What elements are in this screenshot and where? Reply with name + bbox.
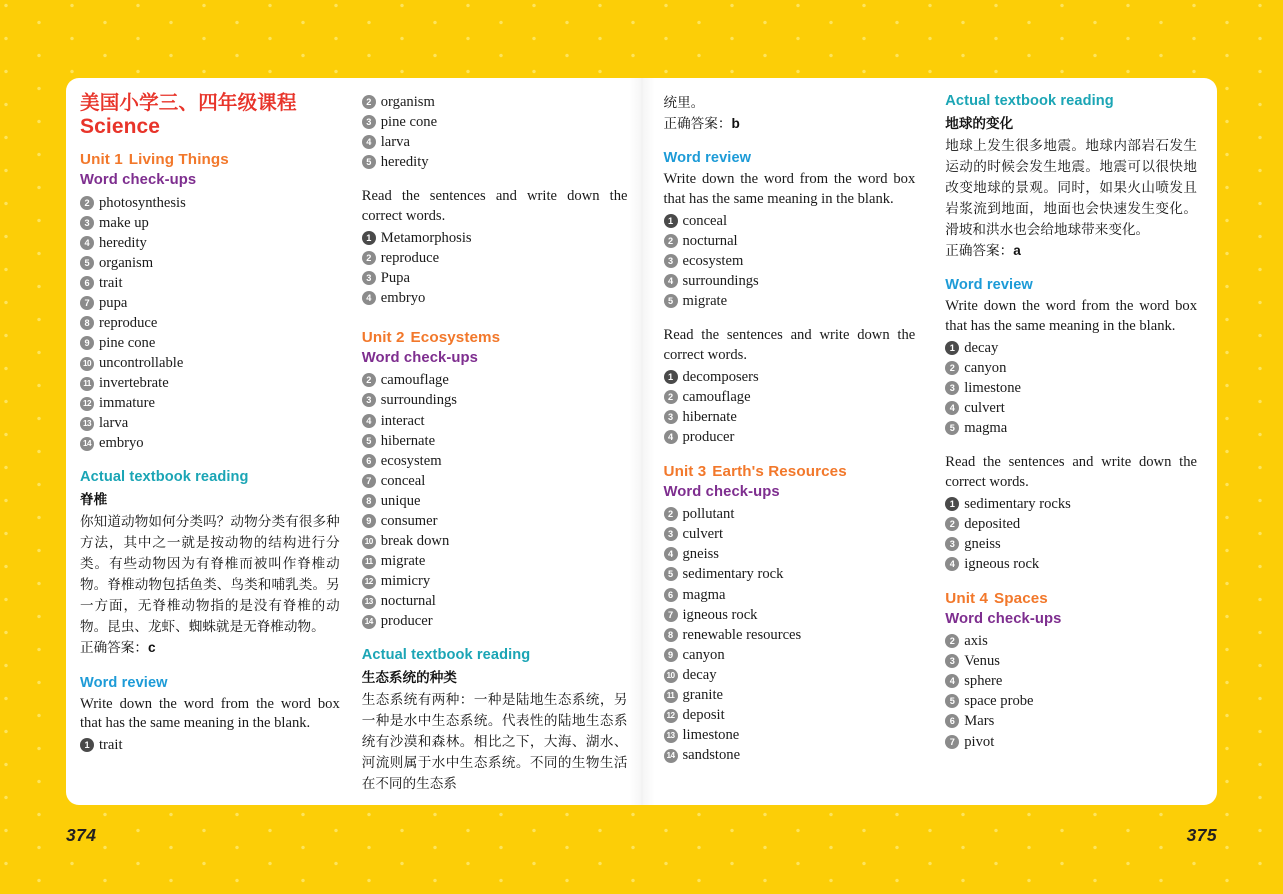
unit-3-heading: [664, 462, 916, 481]
list-item-number: 12: [80, 397, 94, 411]
word-list-item: [362, 288, 628, 308]
word-list-item: [664, 725, 916, 745]
list-item-word: Metamorphosis: [380, 229, 472, 246]
unit-4-checkups-list: [945, 631, 1197, 751]
word-list-item: [664, 427, 916, 447]
list-item-word: hibernate: [682, 408, 737, 425]
word-list-item: [945, 691, 1197, 711]
reading-body-4: 地球上发生很多地震。地球内部岩石发生运动的时候会发生地震。地震可以很快地改变地球的景观。同时，如果火山喷发且岩浆流到地面，地面也会快速发生变化。滑坡和洪水也会给地球带来变化。: [945, 137, 1197, 237]
word-list-item: [664, 504, 916, 524]
list-item-number: 2: [945, 361, 959, 375]
list-item-number: 2: [945, 634, 959, 648]
list-item-word: larva: [380, 134, 410, 151]
reading-title-1: 脊椎: [80, 492, 108, 508]
word-list-item: [945, 631, 1197, 651]
book-title-cn: 美国小学三、四年级课程: [80, 92, 297, 114]
list-item-word: surroundings: [380, 392, 457, 409]
list-item-number: 11: [80, 377, 94, 391]
word-list-item: [362, 248, 628, 268]
list-item-word: immature: [99, 395, 155, 412]
list-item-number: 4: [664, 547, 678, 561]
list-item-word: mimicry: [380, 573, 431, 590]
list-item-word: unique: [380, 492, 421, 509]
list-item-word: gneiss: [682, 546, 719, 563]
list-item-number: 1: [362, 231, 376, 245]
list-item-word: igneous rock: [682, 606, 758, 623]
list-item-number: 14: [664, 749, 678, 763]
list-item-number: 4: [362, 414, 376, 428]
word-list-item: [362, 451, 628, 471]
word-checkups-heading-4: Word check-ups: [945, 610, 1062, 627]
list-item-word: migrate: [380, 552, 426, 569]
list-item-number: 13: [362, 595, 376, 609]
list-item-word: break down: [380, 532, 450, 549]
list-item-word: pine cone: [380, 114, 438, 131]
list-item-number: 12: [664, 709, 678, 723]
word-list-item: [664, 271, 916, 291]
list-item-number: 8: [362, 494, 376, 508]
word-list-item: [80, 413, 340, 433]
word-list-item: [664, 524, 916, 544]
list-item-number: 9: [80, 336, 94, 350]
word-review-list-3: [664, 211, 916, 311]
list-item-word: nocturnal: [682, 232, 738, 249]
list-item-word: organism: [380, 94, 435, 110]
list-item-number: 9: [362, 514, 376, 528]
list-item-word: organism: [99, 254, 154, 271]
list-item-number: 7: [362, 474, 376, 488]
word-list-item: [362, 471, 628, 491]
word-review-instruction-4: Write down the word from the word box that has the same meaning in the blank.: [945, 298, 1197, 334]
column-3: [642, 92, 930, 805]
unit-1-sentences-list: [362, 228, 628, 308]
list-item-word: Mars: [964, 713, 995, 730]
word-list-item: [945, 534, 1197, 554]
list-item-number: 3: [945, 537, 959, 551]
list-item-word: larva: [99, 415, 129, 432]
word-list-item: [362, 551, 628, 571]
word-list-item: [80, 253, 340, 273]
unit-1-checkups-list: [80, 193, 340, 454]
reading-continued-3: 统里。: [663, 95, 705, 110]
list-item-word: pollutant: [682, 506, 735, 523]
list-item-word: sphere: [964, 673, 1003, 690]
word-list-item: [80, 313, 340, 333]
list-item-number: 5: [664, 567, 678, 581]
word-checkups-heading-1: Word check-ups: [80, 172, 197, 189]
page-number-left: 374: [66, 825, 97, 845]
list-item-word: renewable resources: [682, 626, 802, 643]
unit-4-name: Spaces: [994, 589, 1048, 607]
word-list-item: [362, 370, 628, 390]
word-list-item: [664, 231, 916, 251]
word-list-item: [362, 152, 628, 172]
list-item-number: 4: [945, 557, 959, 571]
word-list-item: [362, 531, 628, 551]
word-list-item: [664, 544, 916, 564]
word-list-item: [80, 273, 340, 293]
word-list-item: [664, 665, 916, 685]
word-review-heading-3: Word review: [663, 150, 752, 167]
list-item-word: camouflage: [380, 372, 449, 389]
actual-textbook-reading-heading-4: Actual textbook reading: [945, 93, 1114, 109]
word-review-list-4: [945, 338, 1197, 438]
word-list-item: [945, 338, 1197, 358]
word-list-item: [945, 418, 1197, 438]
list-item-word: conceal: [380, 472, 426, 489]
word-list-item: [664, 407, 916, 427]
word-list-item: [664, 605, 916, 625]
list-item-word: limestone: [964, 379, 1021, 396]
list-item-number: 2: [362, 373, 376, 387]
word-list-item: [945, 398, 1197, 418]
list-item-word: consumer: [380, 512, 438, 529]
word-list-item: [362, 571, 628, 591]
unit-3-checkups-list: [664, 504, 916, 765]
list-item-word: space probe: [964, 693, 1034, 710]
list-item-number: 1: [945, 497, 959, 511]
actual-textbook-reading-heading-1: Actual textbook reading: [80, 469, 249, 486]
book-spread: [66, 78, 1217, 805]
list-item-number: 14: [80, 437, 94, 451]
list-item-number: 13: [664, 729, 678, 743]
list-item-number: 8: [664, 628, 678, 642]
word-list-item: [362, 228, 628, 248]
column-4: [929, 92, 1217, 805]
read-sentences-instruction-3: Read the sentences and write down the correct words.: [663, 327, 916, 363]
reading-body-1: 你知道动物如何分类吗？动物分类有很多种方法，其中之一就是按动物的结构进行分类。有些动物因为有脊椎而被叫作脊椎动物。脊椎动物包括鱼类、鸟类和哺乳类。另一方面，无脊椎动物指的是没有脊椎的动物。昆虫、龙虾、蜘蛛就是无脊椎动物。: [80, 514, 340, 635]
unit-2-sentences-list: [664, 367, 916, 447]
list-item-number: 2: [664, 507, 678, 521]
word-list-item: [664, 211, 916, 231]
word-list-item: [362, 92, 628, 112]
word-review-heading-4: Word review: [945, 277, 1033, 294]
list-item-number: 3: [80, 216, 94, 230]
word-list-item: [362, 591, 628, 611]
unit-4-number: Unit 4: [945, 589, 989, 607]
list-item-word: producer: [380, 613, 433, 630]
list-item-word: interact: [380, 412, 425, 429]
list-item-word: magma: [682, 586, 726, 603]
word-list-item: [362, 511, 628, 531]
list-item-number: 4: [945, 674, 959, 688]
list-item-word: invertebrate: [99, 375, 169, 392]
word-list-item: [945, 514, 1197, 534]
word-list-item: [362, 431, 628, 451]
list-item-number: 10: [362, 535, 376, 549]
word-list-item: [80, 233, 340, 253]
list-item-number: 3: [362, 115, 376, 129]
list-item-number: 4: [80, 236, 94, 250]
list-item-number: 2: [80, 196, 94, 210]
list-item-number: 1: [945, 341, 959, 355]
list-item-number: 3: [945, 654, 959, 668]
word-review-instruction-1: Write down the word from the word box that has the same meaning in the blank.: [80, 695, 340, 732]
read-sentences-instruction-4: Read the sentences and write down the correct words.: [945, 454, 1197, 490]
list-item-number: 5: [80, 256, 94, 270]
unit-3-name: Earth's Resources: [712, 463, 847, 481]
reading-title-4: 地球的变化: [945, 115, 1014, 131]
list-item-word: photosynthesis: [99, 194, 186, 211]
list-item-number: 5: [945, 694, 959, 708]
list-item-number: 4: [362, 135, 376, 149]
list-item-word: ecosystem: [682, 252, 744, 269]
list-item-number: 2: [664, 234, 678, 248]
list-item-word: migrate: [682, 293, 728, 310]
list-item-word: culvert: [964, 399, 1005, 416]
list-item-number: 3: [362, 271, 376, 285]
list-item-word: pupa: [99, 294, 128, 311]
list-item-word: trait: [99, 274, 123, 291]
list-item-word: uncontrollable: [99, 355, 184, 372]
unit-2-name: Ecosystems: [410, 329, 501, 347]
list-item-word: deposit: [682, 706, 725, 723]
list-item-word: sandstone: [682, 747, 741, 764]
unit-4-heading: [945, 589, 1197, 608]
reading-body-2: 生态系统有两种：一种是陆地生态系统，另一种是水中生态系统。代表性的陆地生态系统有沙漠和森林。相比之下，大海、湖水、河流则属于水中生态系统。不同的生物生活在不同的生态系: [361, 691, 628, 792]
list-item-word: sedimentary rock: [682, 566, 784, 583]
list-item-word: deposited: [964, 515, 1021, 532]
answer-value-4: a: [1013, 242, 1021, 258]
list-item-number: 3: [945, 381, 959, 395]
word-list-item: [80, 735, 340, 755]
list-item-number: 6: [80, 276, 94, 290]
word-list-item: [80, 433, 340, 453]
word-review-instruction-3: Write down the word from the word box that has the same meaning in the blank.: [663, 171, 916, 207]
word-list-item: [945, 651, 1197, 671]
word-list-item: [664, 625, 916, 645]
word-list-item: [362, 611, 628, 631]
list-item-number: 13: [80, 417, 94, 431]
list-item-word: ecosystem: [380, 452, 442, 469]
list-item-number: 10: [664, 669, 678, 683]
list-item-number: 4: [362, 291, 376, 305]
list-item-word: canyon: [682, 646, 725, 663]
list-item-word: sedimentary rocks: [964, 495, 1071, 512]
word-checkups-heading-2: Word check-ups: [361, 350, 478, 367]
unit-1-review-continued-list: [362, 92, 628, 172]
word-review-list-1: [80, 735, 340, 755]
list-item-word: decay: [964, 339, 999, 356]
list-item-word: decay: [682, 666, 717, 683]
word-checkups-heading-3: Word check-ups: [663, 484, 780, 501]
list-item-number: 3: [664, 254, 678, 268]
list-item-word: granite: [682, 686, 724, 703]
word-list-item: [362, 491, 628, 511]
list-item-number: 2: [362, 95, 376, 109]
actual-textbook-reading-heading-2: Actual textbook reading: [361, 647, 531, 664]
read-sentences-instruction-2: Read the sentences and write down the correct words.: [361, 188, 628, 225]
list-item-word: pivot: [964, 733, 995, 750]
list-item-number: 1: [664, 214, 678, 228]
list-item-word: reproduce: [99, 314, 158, 331]
list-item-word: conceal: [682, 212, 728, 229]
word-list-item: [80, 353, 340, 373]
answer-label-3: 正确答案：: [663, 116, 732, 132]
list-item-word: heredity: [99, 234, 147, 251]
word-list-item: [664, 705, 916, 725]
list-item-number: 2: [664, 390, 678, 404]
list-item-word: trait: [99, 737, 123, 754]
word-list-item: [362, 411, 628, 431]
list-item-word: decomposers: [682, 368, 759, 385]
list-item-word: canyon: [964, 359, 1007, 376]
list-item-number: 5: [664, 294, 678, 308]
book-title-en: Science: [80, 114, 161, 138]
list-item-number: 8: [80, 316, 94, 330]
list-item-word: producer: [682, 428, 735, 445]
word-list-item: [80, 373, 340, 393]
list-item-number: 12: [362, 575, 376, 589]
unit-3-sentences-list: [945, 494, 1197, 574]
word-list-item: [362, 132, 628, 152]
list-item-number: 10: [80, 357, 94, 371]
answer-line-1: [80, 637, 340, 658]
list-item-number: 7: [945, 735, 959, 749]
list-item-number: 7: [664, 608, 678, 622]
list-item-number: 5: [362, 434, 376, 448]
list-item-number: 2: [362, 251, 376, 265]
page-number-right: 375: [1186, 825, 1217, 845]
word-list-item: [664, 564, 916, 584]
list-item-word: Venus: [964, 653, 1000, 670]
word-list-item: [362, 268, 628, 288]
list-item-number: 3: [362, 393, 376, 407]
unit-2-checkups-list: [362, 370, 628, 631]
word-list-item: [80, 213, 340, 233]
answer-label-1: 正确答案：: [80, 640, 148, 656]
word-list-item: [664, 387, 916, 407]
word-list-item: [664, 645, 916, 665]
list-item-word: nocturnal: [380, 593, 436, 610]
unit-2-heading: [362, 328, 628, 347]
list-item-number: 3: [664, 527, 678, 541]
reading-title-2: 生态系统的种类: [361, 670, 457, 686]
list-item-number: 4: [664, 430, 678, 444]
word-list-item: [362, 112, 628, 132]
column-2: [354, 92, 642, 805]
list-item-word: reproduce: [380, 250, 440, 266]
list-item-word: pine cone: [99, 335, 156, 352]
list-item-word: gneiss: [964, 535, 1001, 552]
word-list-item: [362, 390, 628, 410]
word-list-item: [664, 685, 916, 705]
list-item-word: surroundings: [682, 272, 759, 289]
list-item-word: embryo: [99, 435, 144, 452]
unit-1-heading: [80, 150, 340, 169]
list-item-number: 14: [362, 615, 376, 629]
word-list-item: [664, 745, 916, 765]
word-list-item: [945, 671, 1197, 691]
list-item-number: 5: [945, 421, 959, 435]
word-list-item: [664, 367, 916, 387]
list-item-word: limestone: [682, 726, 740, 743]
word-list-item: [80, 333, 340, 353]
list-item-number: 1: [80, 738, 94, 752]
list-item-word: heredity: [380, 154, 429, 171]
list-item-number: 6: [945, 714, 959, 728]
word-list-item: [945, 358, 1197, 378]
word-review-heading-1: Word review: [80, 674, 168, 691]
word-list-item: [80, 293, 340, 313]
list-item-word: camouflage: [682, 388, 751, 405]
list-item-number: 5: [362, 155, 376, 169]
word-list-item: [664, 291, 916, 311]
word-list-item: [80, 193, 340, 213]
list-item-number: 3: [664, 410, 678, 424]
word-list-item: [945, 711, 1197, 731]
list-item-word: make up: [99, 214, 149, 231]
unit-3-number: Unit 3: [663, 463, 707, 481]
list-item-number: 6: [664, 588, 678, 602]
word-list-item: [945, 494, 1197, 514]
list-item-word: culvert: [682, 526, 724, 543]
list-item-number: 1: [664, 370, 678, 384]
answer-line-4: [945, 240, 1197, 261]
unit-1-number: Unit 1: [80, 151, 123, 169]
word-list-item: [945, 732, 1197, 752]
word-list-item: [945, 378, 1197, 398]
list-item-word: magma: [964, 419, 1008, 436]
list-item-word: Pupa: [380, 270, 410, 287]
list-item-number: 2: [945, 517, 959, 531]
list-item-number: 4: [945, 401, 959, 415]
word-list-item: [80, 393, 340, 413]
list-item-word: axis: [964, 633, 988, 650]
list-item-word: igneous rock: [964, 555, 1040, 572]
answer-value-1: c: [147, 640, 156, 656]
answer-line-3: [664, 113, 916, 134]
list-item-number: 11: [362, 555, 376, 569]
answer-label-4: 正确答案：: [945, 242, 1014, 258]
unit-2-number: Unit 2: [361, 329, 405, 347]
list-item-word: hibernate: [380, 432, 436, 449]
word-list-item: [664, 251, 916, 271]
column-1: [66, 92, 354, 805]
list-item-number: 9: [664, 648, 678, 662]
list-item-word: embryo: [380, 290, 426, 307]
answer-value-3: b: [731, 116, 740, 132]
word-list-item: [945, 554, 1197, 574]
unit-1-name: Living Things: [128, 151, 229, 169]
word-list-item: [664, 585, 916, 605]
list-item-number: 11: [664, 689, 678, 703]
list-item-number: 4: [664, 274, 678, 288]
list-item-number: 6: [362, 454, 376, 468]
list-item-number: 7: [80, 296, 94, 310]
